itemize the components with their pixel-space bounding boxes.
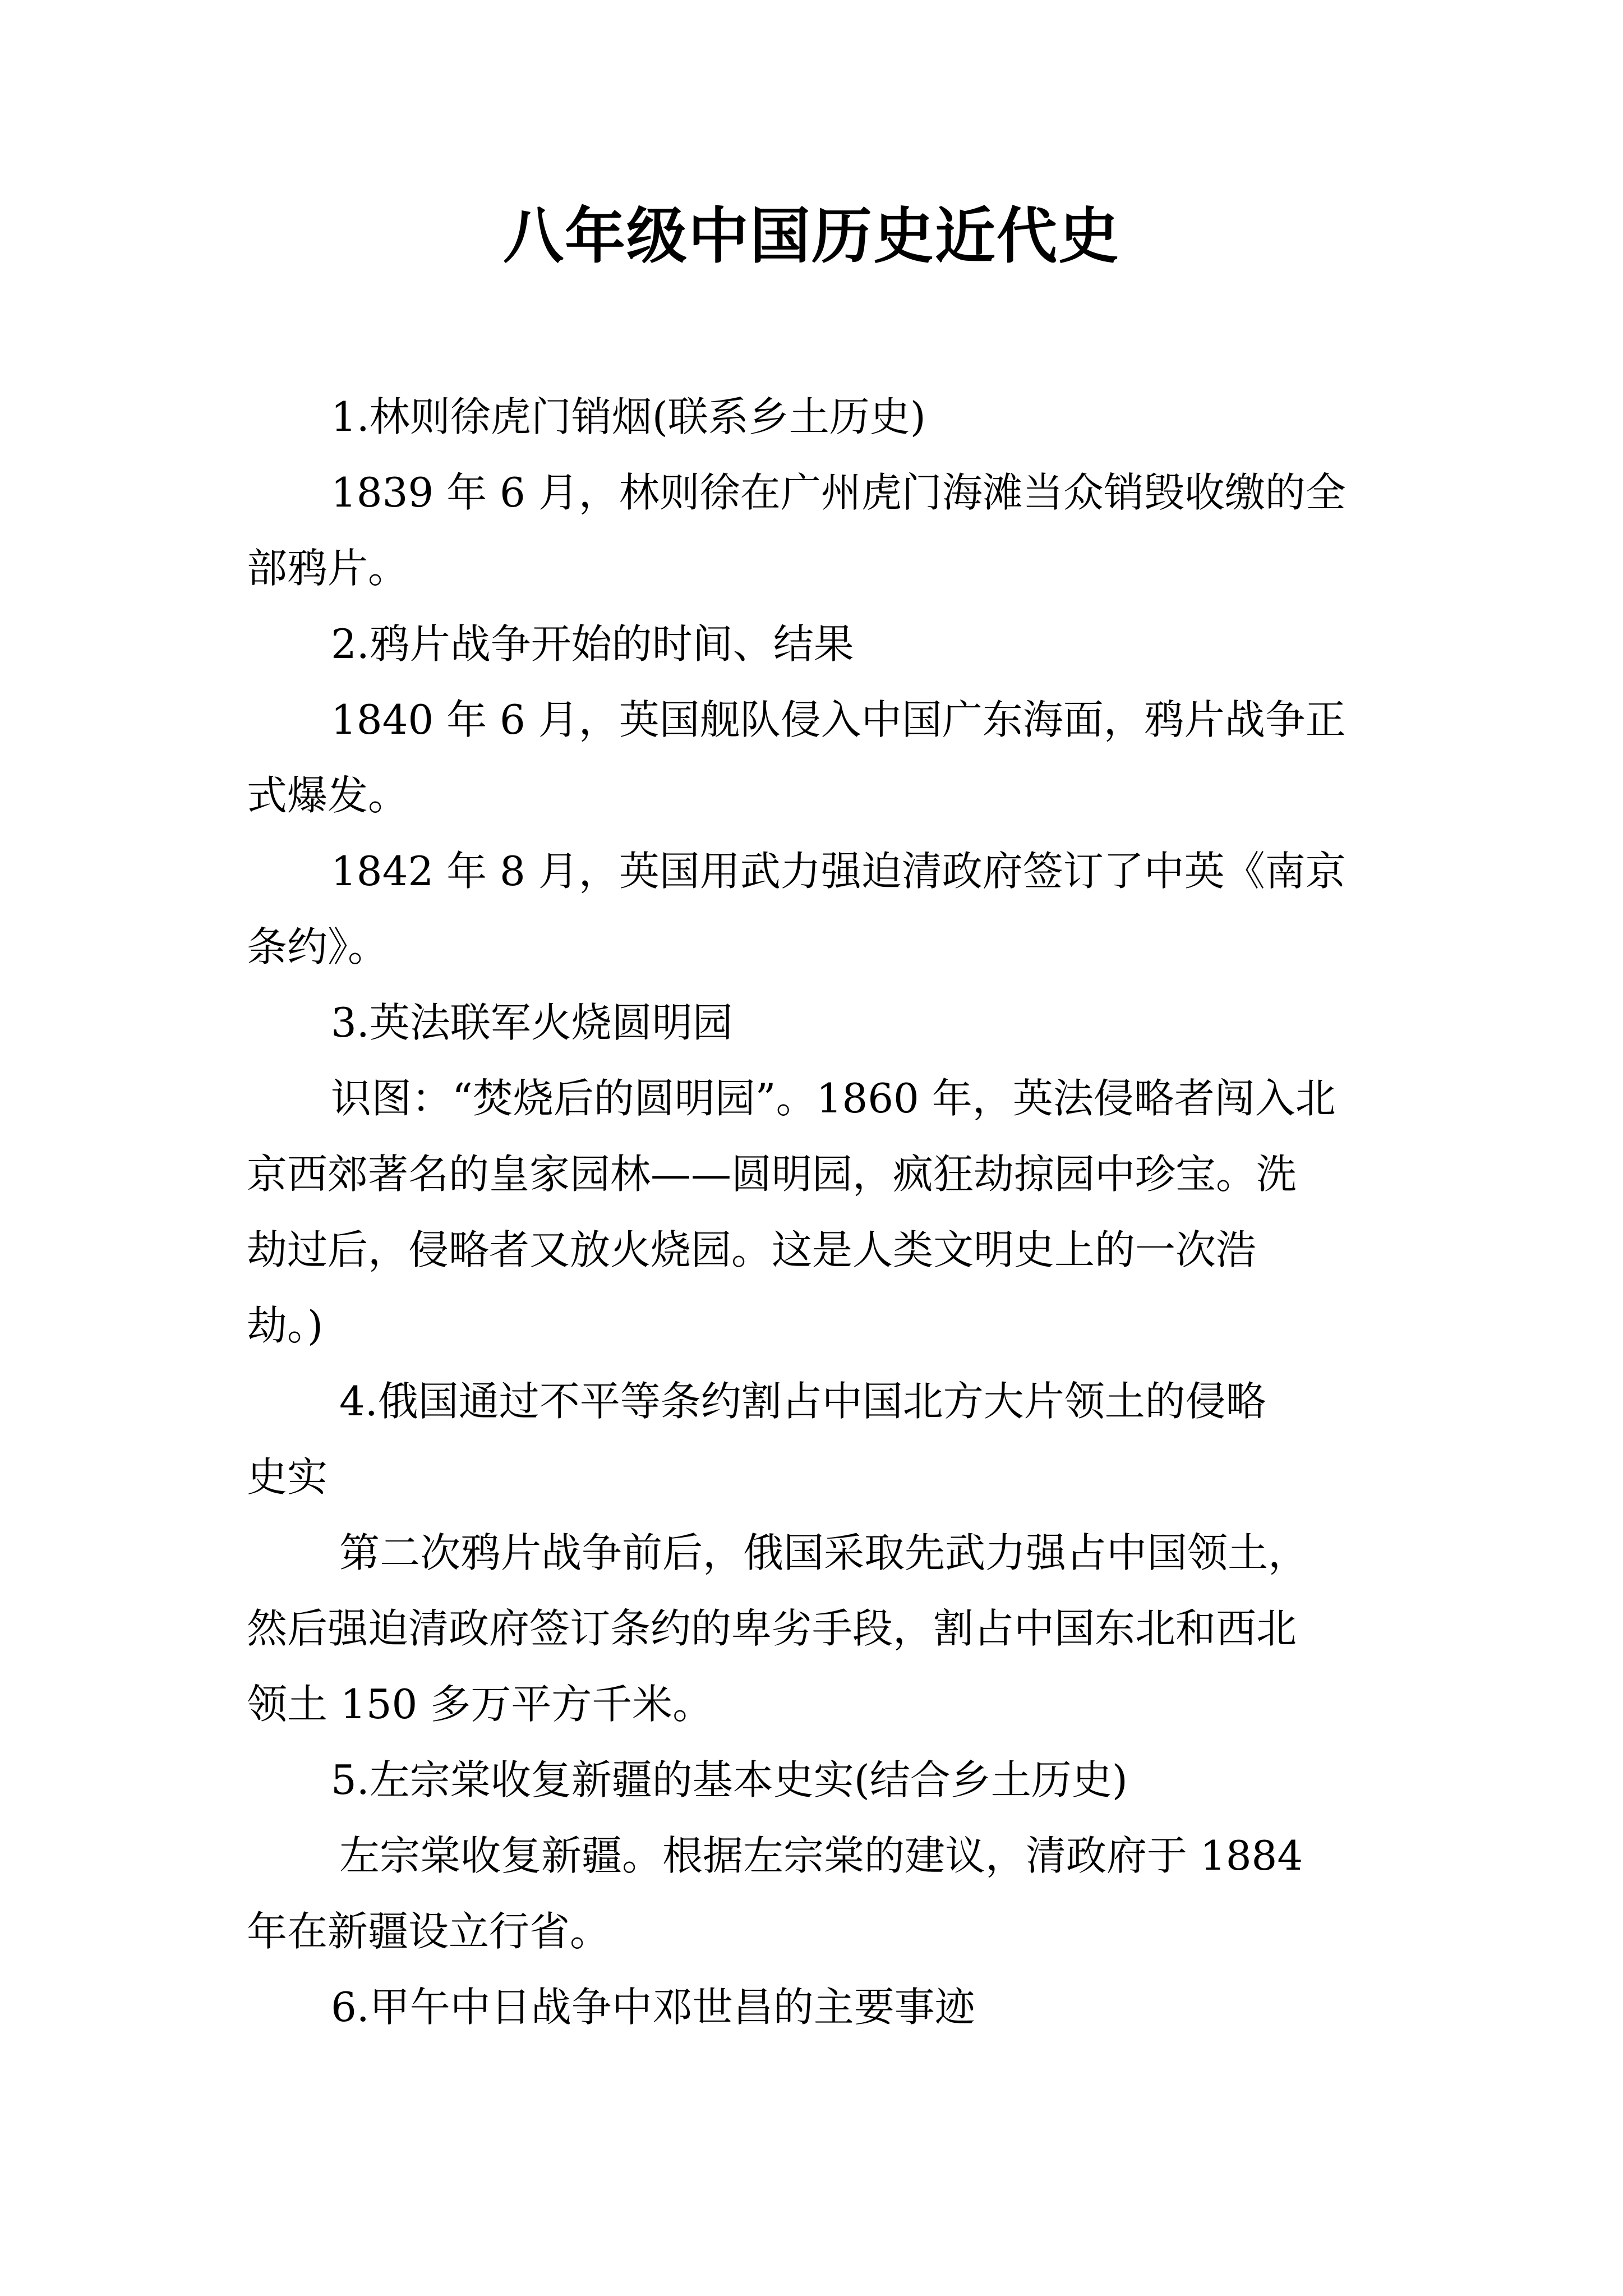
paragraph-line: 1842 年 8 月，英国用武力强迫清政府签订了中英《南京 [331, 848, 1346, 895]
paragraph-line: 劫过后，侵略者又放火烧园。这是人类文明史上的一次浩 [247, 1226, 1257, 1273]
paragraph-line: 1839 年 6 月，林则徐在广州虎门海滩当众销毁收缴的全 [331, 469, 1346, 516]
paragraph-line: 年在新疆设立行省。 [247, 1908, 611, 1955]
heading-5: 5.左宗棠收复新疆的基本史实(结合乡土历史) [331, 1756, 1128, 1803]
heading-3: 3.英法联军火烧圆明园 [331, 999, 733, 1046]
paragraph-line: 1840 年 6 月，英国舰队侵入中国广东海面，鸦片战争正 [331, 696, 1346, 743]
heading-6: 6.甲午中日战争中邓世昌的主要事迹 [331, 1984, 975, 2031]
paragraph-line: 左宗棠收复新疆。根据左宗棠的建议，清政府于 1884 [339, 1832, 1303, 1879]
paragraph-line: 然后强迫清政府签订条约的卑劣手段，割占中国东北和西北 [247, 1605, 1297, 1652]
document-title: 八年级中国历史近代史 [502, 201, 1120, 272]
paragraph-line: 条约》。 [247, 923, 389, 970]
paragraph-line: 式爆发。 [247, 772, 409, 819]
paragraph-line: 京西郊著名的皇家园林——圆明园，疯狂劫掠园中珍宝。洗 [247, 1151, 1297, 1198]
heading-4-continued: 史实 [247, 1453, 328, 1501]
paragraph-line: 识图：“焚烧后的圆明园”。1860 年，英法侵略者闯入北 [331, 1075, 1336, 1122]
paragraph-line: 劫。) [247, 1302, 324, 1349]
paragraph-line: 部鸦片。 [247, 545, 409, 592]
paragraph-line: 第二次鸦片战争前后，俄国采取先武力强占中国领土， [339, 1529, 1309, 1576]
heading-2: 2.鸦片战争开始的时间、结果 [331, 620, 854, 668]
paragraph-line: 领土 150 多万平方千米。 [247, 1681, 713, 1728]
heading-4: 4.俄国通过不平等条约割占中国北方大片领土的侵略 [339, 1378, 1266, 1425]
heading-1: 1.林则徐虎门销烟(联系乡土历史) [331, 393, 926, 440]
